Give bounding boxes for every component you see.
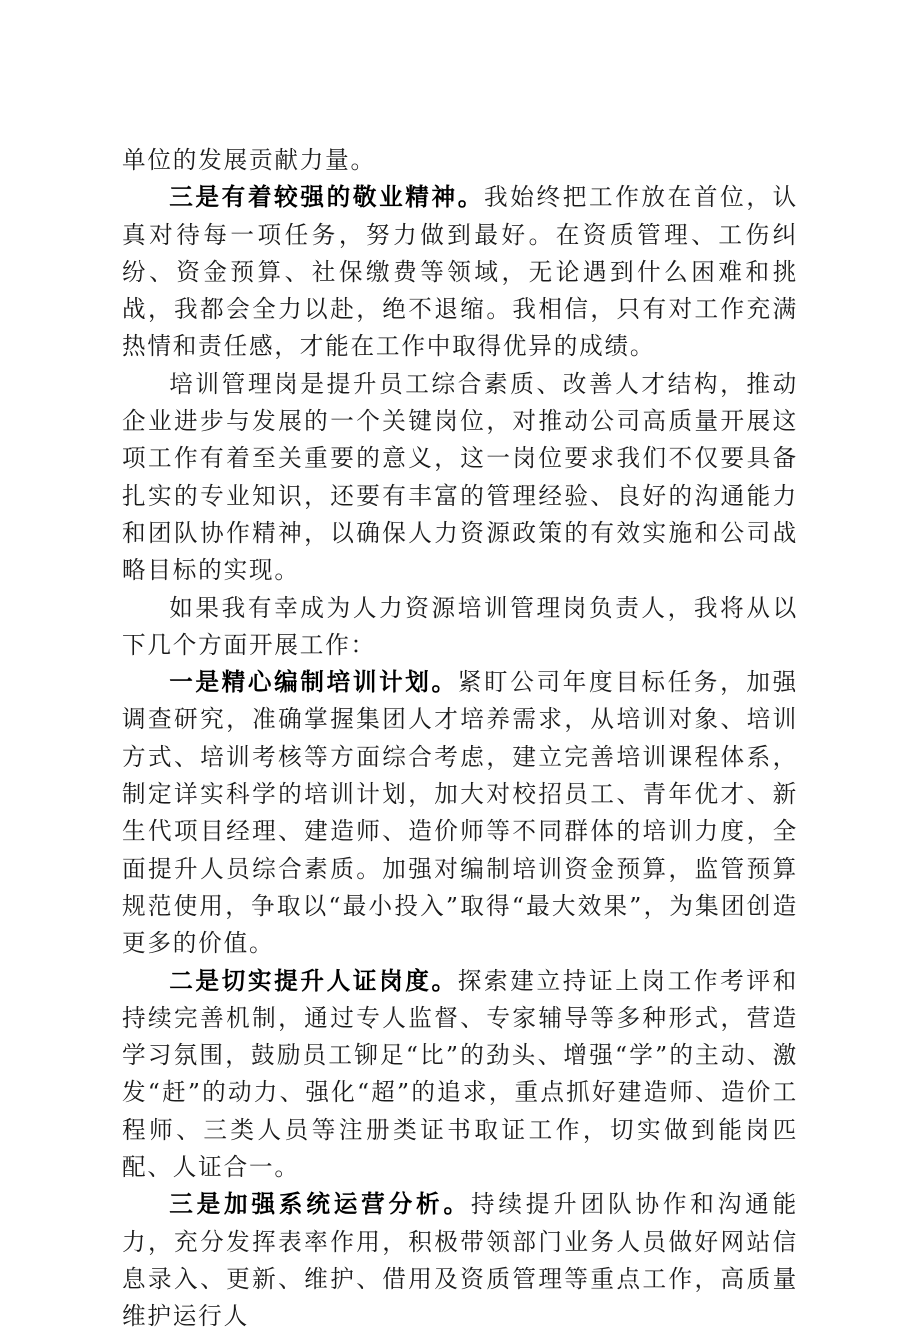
- paragraph-1-text: 单位的发展贡献力量。: [122, 146, 376, 174]
- paragraph-6-text: 探索建立持证上岗工作考评和持续完善机制，通过专人监督、专家辅导等多种形式，营造学习氛围，鼓励员工铆足“比”的劲头、增强“学”的主动、激发“赶”的动力、强化“超”的追求，重点抓好建造师、造价工程师、三类人员等注册类证书取证工作，切实做到能岗匹配、人证合一。: [122, 966, 798, 1182]
- paragraph-4-text: 如果我有幸成为人力资源培训管理岗负责人，我将从以下几个方面开展工作：: [122, 593, 798, 659]
- paragraph-2-text: 我始终把工作放在首位，认真对待每一项任务，努力做到最好。在资质管理、工伤纠纷、资金预算、社保缴费等领域，无论遇到什么困难和挑战，我都会全力以赴，绝不退缩。我相信，只有对工作充满热情和责任感，才能在工作中取得优异的成绩。: [122, 183, 798, 361]
- paragraph-5-lead: 一是精心编制培训计划。: [169, 668, 458, 697]
- paragraph-3: [122, 366, 798, 590]
- paragraph-5-text: 紧盯公司年度目标任务，加强调查研究，准确掌握集团人才培养需求，从培训对象、培训方式、培训考核等方面综合考虑，建立完善培训课程体系，制定详实科学的培训计划，加大对校招员工、青年优才、新生代项目经理、建造师、造价师等不同群体的培训力度，全面提升人员综合素质。加强对编制培训资金预算，监管预算规范使用，争取以“最小投入”取得“最大效果”，为集团创造更多的价值。: [122, 668, 798, 958]
- paragraph-6-lead: 二是切实提升人证岗度。: [169, 966, 458, 995]
- paragraph-3-text: 培训管理岗是提升员工综合素质、改善人才结构，推动企业进步与发展的一个关键岗位，对推动公司高质量开展这项工作有着至关重要的意义，这一岗位要求我们不仅要具备扎实的专业知识，还要有丰富的管理经验、良好的沟通能力和团队协作精神，以确保人力资源政策的有效实施和公司战略目标的实现。: [122, 369, 798, 585]
- paragraph-2-lead: 三是有着较强的敬业精神。: [169, 183, 485, 212]
- paragraph-2: [122, 179, 798, 365]
- paragraph-5: [122, 664, 798, 962]
- paragraph-7-text: 持续提升团队协作和沟通能力，充分发挥表率作用，积极带领部门业务人员做好网站信息录入、更新、维护、借用及资质管理等重点工作，高质量维护运行人: [122, 1190, 798, 1331]
- paragraph-1: [122, 142, 798, 179]
- document-body: [122, 142, 798, 1336]
- paragraph-7: [122, 1186, 798, 1335]
- paragraph-7-lead: 三是加强系统运营分析。: [169, 1190, 471, 1219]
- paragraph-4: [122, 590, 798, 665]
- paragraph-6: [122, 963, 798, 1187]
